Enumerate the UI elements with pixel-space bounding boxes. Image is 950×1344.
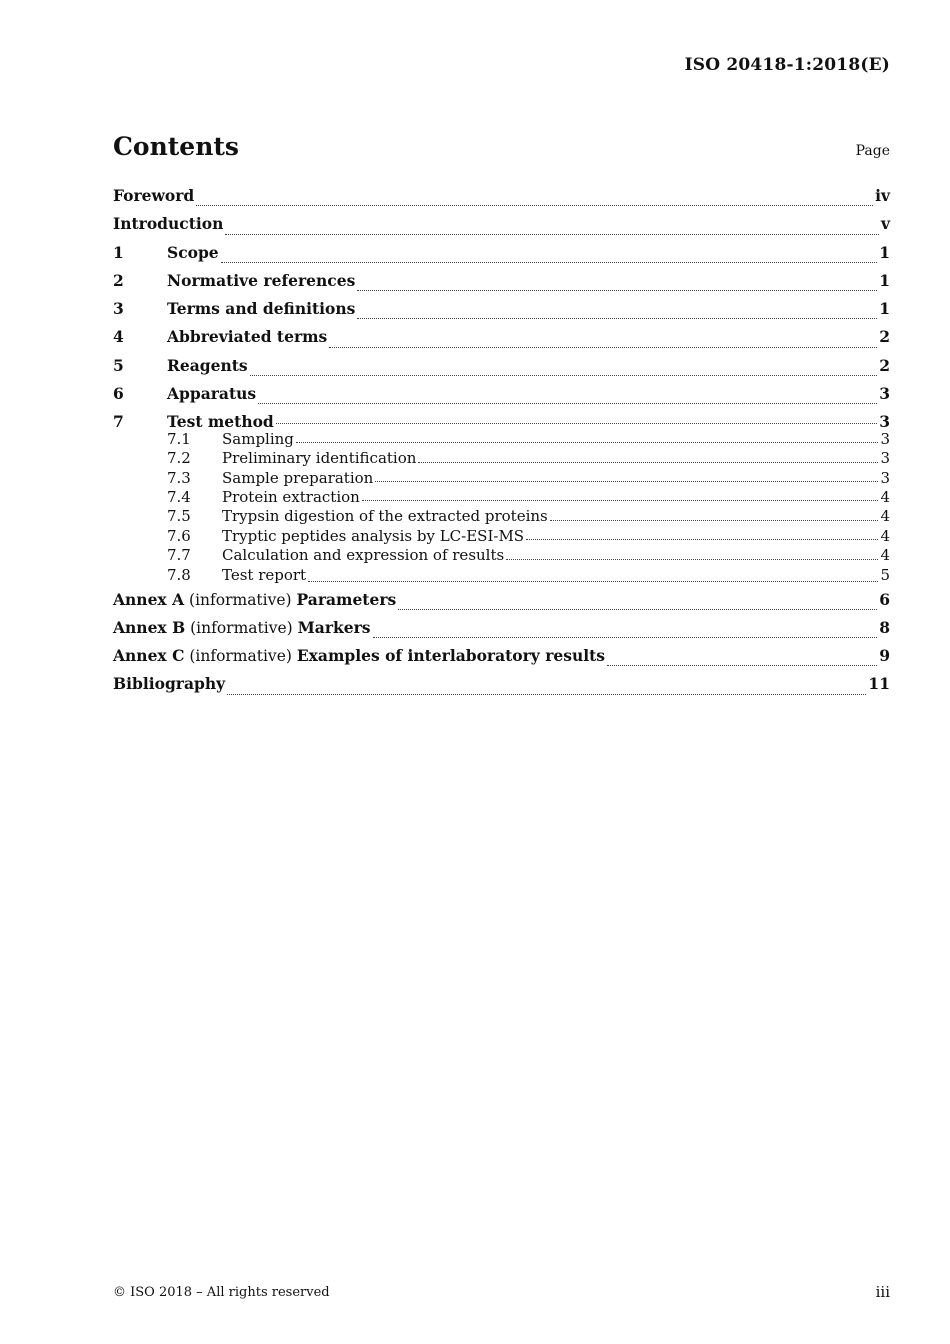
page-column-label: Page <box>855 143 890 159</box>
toc-entry-page: 2 <box>879 327 890 347</box>
subclause-number: 7.7 <box>167 546 191 565</box>
annex-informative: (informative) <box>189 590 292 609</box>
toc-entry-page: 4 <box>880 546 890 565</box>
annex-label: Annex A <box>113 589 185 609</box>
toc-entry-page: 11 <box>868 674 890 694</box>
toc-entry-subclause-7-8[interactable] <box>113 566 890 588</box>
clause-number: 6 <box>113 384 124 404</box>
toc-entry-title: Normative references <box>167 270 356 290</box>
toc-entry-annex-c[interactable] <box>113 644 890 672</box>
toc-entry-subclause-7-2[interactable] <box>113 449 890 468</box>
dot-leader <box>296 441 879 443</box>
toc-entry-page: 1 <box>879 299 890 319</box>
toc-entry-subclause-7-6[interactable] <box>113 527 890 546</box>
clause-number: 4 <box>113 327 124 347</box>
toc-entry-page: 1 <box>879 270 890 290</box>
dot-leader <box>362 499 879 501</box>
subclause-number: 7.3 <box>167 468 191 487</box>
toc-entry-title: Bibliography <box>113 674 226 694</box>
clause-number: 1 <box>113 242 124 262</box>
toc-entry-clause-4[interactable] <box>113 325 890 353</box>
toc-entry-page: 3 <box>880 449 890 468</box>
toc-entry-title: Calculation and expression of results <box>222 546 505 565</box>
subclause-number: 7.5 <box>167 507 191 526</box>
dot-leader <box>329 346 877 348</box>
subclause-number: 7.4 <box>167 487 191 506</box>
toc-entry-subclause-7-3[interactable] <box>113 469 890 488</box>
dot-leader <box>221 261 878 263</box>
dot-leader <box>375 480 878 482</box>
toc-entry-page: 9 <box>879 646 890 666</box>
annex-informative: (informative) <box>189 647 292 666</box>
subclause-number: 7.2 <box>167 449 191 468</box>
toc-entry-foreword[interactable] <box>113 184 890 212</box>
annex-title: Markers <box>297 617 371 637</box>
toc-entry-page: 4 <box>880 487 890 506</box>
annex-title: Examples of interlaboratory results <box>296 646 605 666</box>
dot-leader <box>308 580 878 582</box>
toc-entry-clause-5[interactable] <box>113 354 890 382</box>
toc-entry-title: Introduction <box>113 214 224 234</box>
toc-entry-title: Test report <box>222 565 307 584</box>
toc-entry-page: iv <box>875 186 890 205</box>
dot-leader <box>357 317 877 319</box>
toc-entry-page: 1 <box>879 242 890 262</box>
clause-number: 7 <box>113 412 124 432</box>
dot-leader <box>398 608 877 610</box>
toc-entry-clause-7[interactable] <box>113 410 890 432</box>
clause-number: 5 <box>113 355 124 375</box>
toc-entry-page: 8 <box>879 617 890 637</box>
subclause-number: 7.6 <box>167 526 191 545</box>
annex-title: Parameters <box>296 589 397 609</box>
toc-entry-annex-a[interactable] <box>113 588 890 616</box>
toc-entry-page: 5 <box>880 565 890 584</box>
toc-entry-title: Preliminary identification <box>222 449 417 468</box>
dot-leader <box>506 558 878 560</box>
toc-entry-page: 3 <box>879 412 890 432</box>
toc-entry-title: Tryptic peptides analysis by LC-ESI-MS <box>222 526 525 545</box>
dot-leader <box>258 402 877 404</box>
toc-entry-introduction[interactable] <box>113 212 890 240</box>
toc-entry-subclause-7-4[interactable] <box>113 488 890 507</box>
page-number: iii <box>875 1283 890 1301</box>
subclause-number: 7.1 <box>167 429 191 448</box>
toc-entry-title: Foreword <box>113 186 195 205</box>
toc-entry-page: 4 <box>880 507 890 526</box>
toc-entry-title: Reagents <box>167 355 248 375</box>
toc-entry-subclause-7-1[interactable] <box>113 430 890 449</box>
toc-entry-clause-1[interactable] <box>113 241 890 269</box>
dot-leader <box>250 374 878 376</box>
toc-entry-page: v <box>880 214 890 234</box>
contents-title: Contents <box>113 132 240 161</box>
toc-entry-title: Test method <box>167 412 274 432</box>
toc-entry-title: Scope <box>167 242 219 262</box>
toc-entry-title: Trypsin digestion of the extracted proteins <box>222 507 548 526</box>
toc-entry-clause-3[interactable] <box>113 297 890 325</box>
dot-leader <box>607 664 877 666</box>
toc-entry-page: 4 <box>880 526 890 545</box>
table-of-contents <box>113 184 890 701</box>
toc-entry-title: Apparatus <box>167 384 257 404</box>
toc-entry-clause-6[interactable] <box>113 382 890 410</box>
dot-leader <box>276 422 877 424</box>
toc-entry-subclause-7-7[interactable] <box>113 546 890 565</box>
dot-leader <box>550 519 879 521</box>
clause-number: 3 <box>113 299 124 319</box>
toc-entry-title: Abbreviated terms <box>167 327 328 347</box>
toc-entry-subclause-7-5[interactable] <box>113 507 890 526</box>
toc-entry-page: 2 <box>879 355 890 375</box>
toc-entry-title: Terms and definitions <box>167 299 356 319</box>
annex-label: Annex B <box>113 617 186 637</box>
dot-leader <box>196 204 873 206</box>
dot-leader <box>357 289 877 291</box>
toc-entry-page: 3 <box>880 468 890 487</box>
toc-entry-bibliography[interactable] <box>113 672 890 700</box>
dot-leader <box>418 461 878 463</box>
annex-informative: (informative) <box>190 618 293 637</box>
toc-entry-page: 3 <box>879 384 890 404</box>
dot-leader <box>225 233 879 235</box>
toc-entry-page: 3 <box>880 429 890 448</box>
subclause-number: 7.8 <box>167 565 191 584</box>
toc-entry-page: 6 <box>879 589 890 609</box>
dot-leader <box>227 693 866 695</box>
clause-number: 2 <box>113 270 124 290</box>
toc-entry-title: Sample preparation <box>222 468 374 487</box>
toc-entry-title: Protein extraction <box>222 487 360 506</box>
document-id: ISO 20418-1:2018(E) <box>684 55 890 75</box>
copyright-notice: © ISO 2018 – All rights reserved <box>113 1285 330 1300</box>
toc-entry-title: Sampling <box>222 429 294 448</box>
toc-entry-clause-2[interactable] <box>113 269 890 297</box>
dot-leader <box>526 538 878 540</box>
toc-entry-annex-b[interactable] <box>113 616 890 644</box>
dot-leader <box>373 636 878 638</box>
annex-label: Annex C <box>113 646 185 666</box>
